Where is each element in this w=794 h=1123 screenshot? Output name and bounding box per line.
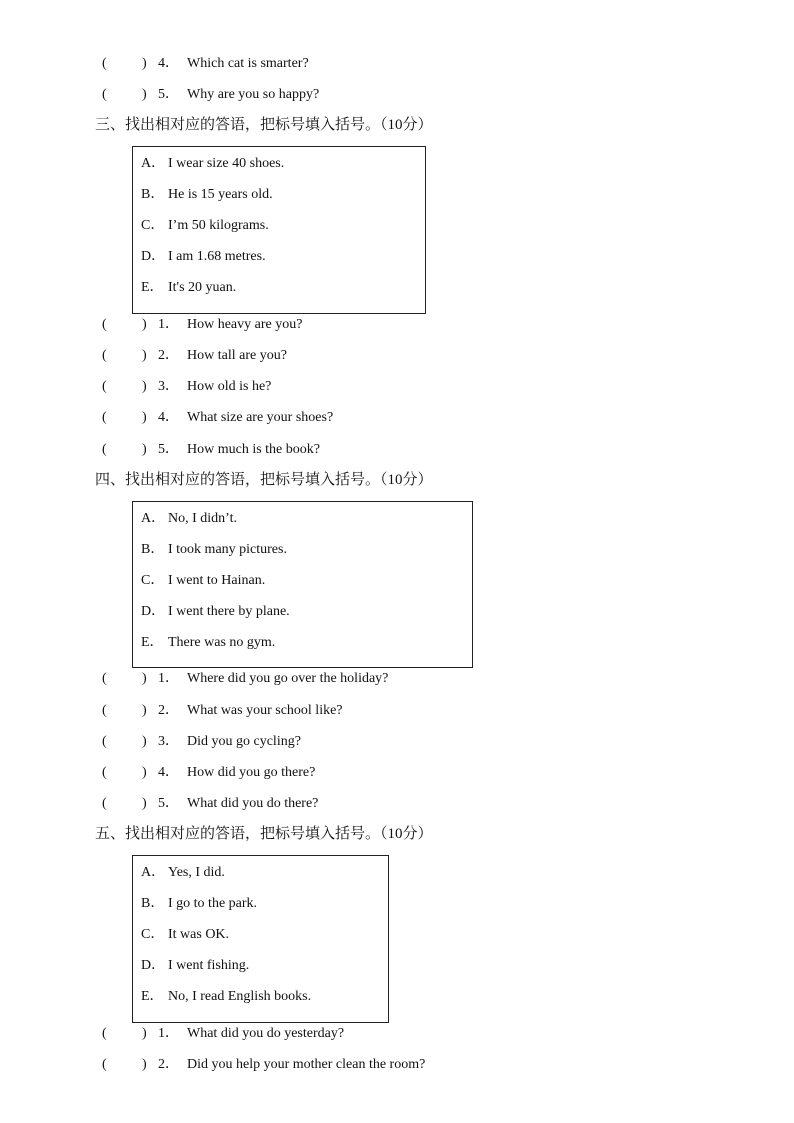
question-text: How old is he? (187, 379, 272, 394)
option-item (141, 862, 225, 884)
question-line: ( ) 5． Why are you so happy? (102, 84, 319, 106)
option-item (141, 986, 311, 1008)
question-number: 1． (158, 317, 179, 332)
option-text: No, I read English books. (168, 989, 312, 1004)
question-text: Which cat is smarter? (187, 56, 309, 71)
question-line: ( ) 1． What did you do yesterday? (102, 1023, 344, 1045)
question-line: ( ) 2． Did you help your mother clean the room? (102, 1054, 425, 1076)
option-text: I went fishing. (168, 958, 250, 973)
question-line: ( ) 4． What size are your shoes? (102, 407, 333, 429)
option-letter: B． (141, 542, 165, 557)
option-text: I’m 50 kilograms. (168, 218, 269, 233)
option-letter: A． (141, 511, 166, 526)
option-item (141, 153, 284, 175)
option-text: It's 20 yuan. (168, 280, 237, 295)
option-letter: E． (141, 635, 164, 650)
question-number: 1． (158, 1026, 179, 1041)
question-line: ( ) 2． How tall are you? (102, 345, 287, 367)
option-text: I went to Hainan. (168, 573, 266, 588)
question-text: What size are your shoes? (187, 410, 334, 425)
question-number: 4． (158, 410, 179, 425)
option-letter: A． (141, 156, 166, 171)
option-item (141, 215, 269, 237)
question-number: 5． (158, 442, 179, 457)
option-item (141, 539, 287, 561)
option-letter: C． (141, 218, 165, 233)
options-box (132, 501, 473, 668)
question-line: ( ) 5． How much is the book? (102, 439, 320, 461)
option-text: No, I didn’t. (168, 511, 237, 526)
question-text: How tall are you? (187, 348, 287, 363)
options-box (132, 146, 426, 314)
option-letter: E． (141, 280, 164, 295)
option-letter: C． (141, 927, 165, 942)
question-text: Did you go cycling? (187, 734, 301, 749)
question-text: Why are you so happy? (187, 87, 320, 102)
question-number: 4． (158, 56, 179, 71)
option-text: He is 15 years old. (168, 187, 273, 202)
section-heading: 五、找出相对应的答语，把标号填入括号。（10分） (95, 826, 433, 842)
option-item (141, 184, 273, 206)
option-letter: D． (141, 604, 166, 619)
option-text: I wear size 40 shoes. (168, 156, 285, 171)
option-text: I took many pictures. (168, 542, 287, 557)
section-heading: 三、找出相对应的答语，把标号填入括号。（10分） (95, 117, 433, 133)
question-line: ( ) 3． Did you go cycling? (102, 731, 301, 753)
question-line: ( ) 5． What did you do there? (102, 793, 318, 815)
options-box (132, 855, 389, 1023)
option-letter: B． (141, 187, 165, 202)
option-item (141, 601, 290, 623)
option-item (141, 570, 265, 592)
option-letter: D． (141, 958, 166, 973)
option-item (141, 893, 257, 915)
question-number: 1． (158, 671, 179, 686)
option-text: I went there by plane. (168, 604, 290, 619)
option-text: I am 1.68 metres. (168, 249, 266, 264)
question-number: 2． (158, 348, 179, 363)
section-heading: 四、找出相对应的答语，把标号填入括号。（10分） (95, 472, 433, 488)
question-number: 2． (158, 703, 179, 718)
question-text: Did you help your mother clean the room? (187, 1057, 426, 1072)
option-letter: E． (141, 989, 164, 1004)
question-line: ( ) 4． Which cat is smarter? (102, 53, 309, 75)
question-text: How did you go there? (187, 765, 316, 780)
option-letter: D． (141, 249, 166, 264)
question-number: 3． (158, 379, 179, 394)
question-number: 2． (158, 1057, 179, 1072)
question-line: ( ) 1． Where did you go over the holiday? (102, 668, 388, 690)
option-item (141, 246, 266, 268)
question-text: Where did you go over the holiday? (187, 671, 389, 686)
option-text: It was OK. (168, 927, 230, 942)
question-text: What did you do yesterday? (187, 1026, 345, 1041)
question-number: 5． (158, 796, 179, 811)
option-letter: C． (141, 573, 165, 588)
question-text: What did you do there? (187, 796, 319, 811)
option-letter: B． (141, 896, 165, 911)
question-line: ( ) 3． How old is he? (102, 376, 271, 398)
question-number: 5． (158, 87, 179, 102)
question-number: 4． (158, 765, 179, 780)
option-text: I go to the park. (168, 896, 258, 911)
option-item (141, 632, 275, 654)
option-item (141, 955, 249, 977)
option-letter: A． (141, 865, 166, 880)
option-item (141, 277, 236, 299)
option-item (141, 924, 229, 946)
option-text: Yes, I did. (168, 865, 225, 880)
option-item (141, 508, 237, 530)
question-text: What was your school like? (187, 703, 343, 718)
option-text: There was no gym. (168, 635, 276, 650)
question-number: 3． (158, 734, 179, 749)
question-text: How much is the book? (187, 442, 320, 457)
question-line: ( ) 1． How heavy are you? (102, 314, 302, 336)
question-text: How heavy are you? (187, 317, 303, 332)
question-line: ( ) 4． How did you go there? (102, 762, 315, 784)
question-line: ( ) 2． What was your school like? (102, 700, 343, 722)
